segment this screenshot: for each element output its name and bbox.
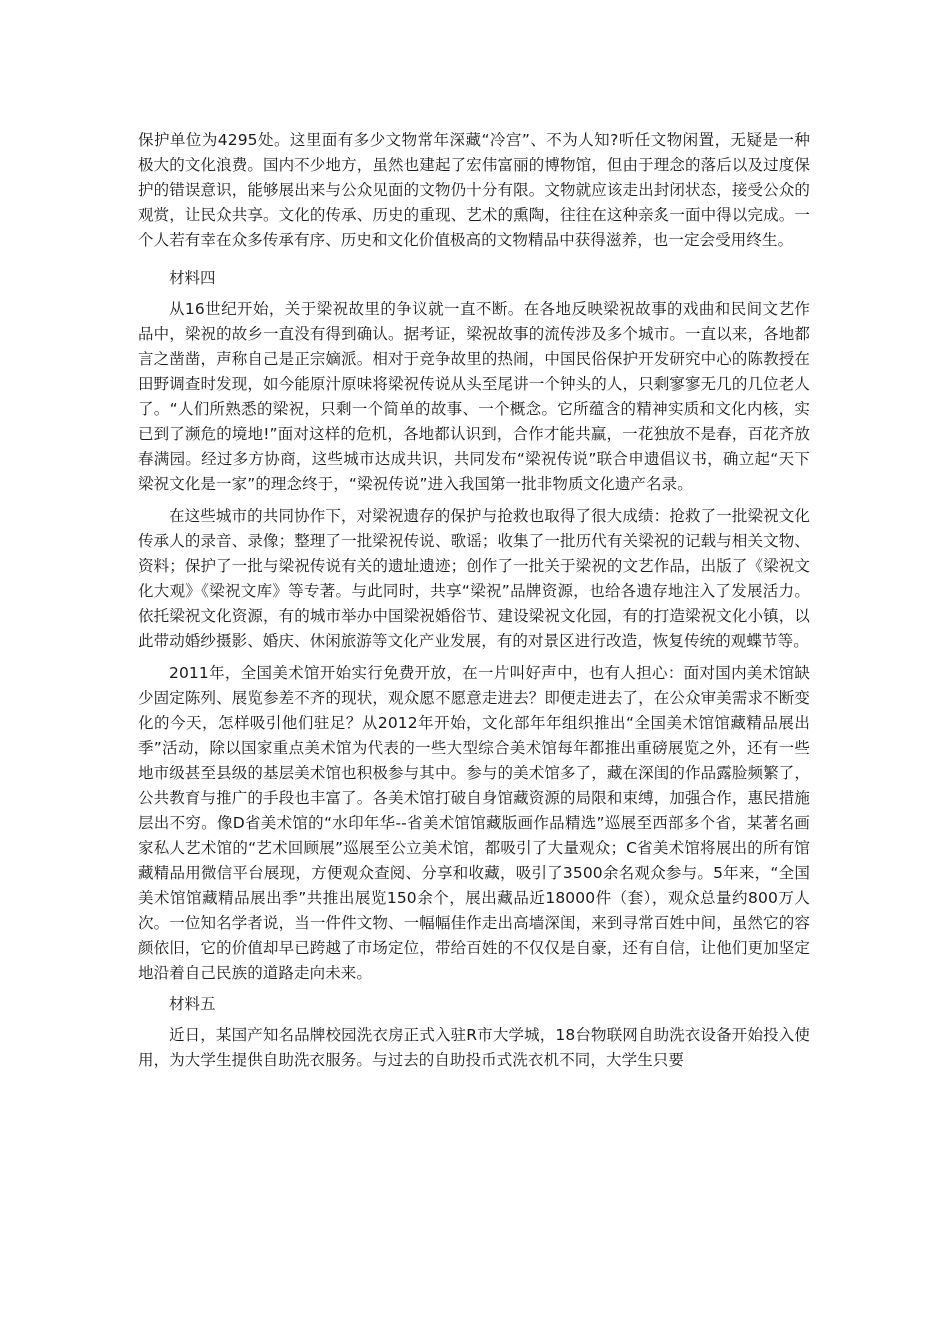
paragraph-laundry: 近日，某国产知名品牌校园洗衣房正式入驻R市大学城，18台物联网自助洗衣设备开始投入使用，为大学生提供自助洗衣服务。与过去的自助投币式洗衣机不同，大学生只要	[138, 1026, 810, 1069]
paragraph-liangzhu-dispute: 从16世纪开始，关于梁祝故里的争议就一直不断。在各地反映梁祝故事的戏曲和民间文艺作品中，梁祝的故乡一直没有得到确认。据考证，梁祝故事的流传涉及多个城市。一直以来，各地都言之凿凿，声称自己是正宗嫡派。相对于竞争故里的热闹，中国民俗保护开发研究中心的陈教授在田野调查时发现，如今能原汁原味将梁祝传说从头至尾讲一个钟头的人，只剩寥寥无几的几位老人了。“人们所熟悉的梁祝，只剩一个简单的故事、一个概念。它所蕴含的精神实质和文化内核，实已到了濒危的境地!”面对这样的危机，各地都认识到，合作才能共赢，一花独放不是春，百花齐放春满园。经过多方协商，这些城市达成共识，共同发布“梁祝传说”联合申遗倡议书，确立起“天下梁祝文化是一家”的理念终于，“梁祝传说”进入我国第一批非物质文化遗产名录。	[138, 300, 810, 493]
spacer	[138, 253, 810, 260]
document-page	[138, 128, 810, 1073]
spacer	[138, 654, 810, 661]
section-heading-material-5: 材料五	[169, 995, 216, 1013]
section-heading-material-4: 材料四	[169, 269, 216, 287]
spacer	[138, 497, 810, 504]
paragraph-art-museums: 2011年，全国美术馆开始实行免费开放，在一片叫好声中，也有人担心：面对国内美术馆缺少固定陈列、展览参差不齐的现状，观众愿不愿意走进去？即便走进去了，在公众审美需求不断变化的今天，怎样吸引他们驻足？从2012年开始，文化部年年组织推出“全国美术馆馆藏精品展出季”活动，除以国家重点美术馆为代表的一些大型综合美术馆每年都推出重磅展览之外，还有一些地市级甚至县级的基层美术馆也积极参与其中。参与的美术馆多了，藏在深闺的作品露脸频繁了，公共教育与推广的手段也丰富了。各美术馆打破自身馆藏资源的局限和束缚，加强合作，惠民措施层出不穷。像D省美术馆的“水印年华--省美术馆馆藏版画作品精选”巡展至西部多个省，某著名画家私人艺术馆的“艺术回顾展”巡展至公立美术馆，都吸引了大量观众；C省美术馆将展出的所有馆藏精品用微信平台展现，方便观众查阅、分享和收藏，吸引了3500余名观众参与。5年来，“全国美术馆馆藏精品展出季”共推出展览150余个，展出藏品近18000件（套），观众总量约800万人次。一位知名学者说，当一件件文物、一幅幅佳作走出高墙深闺，来到寻常百姓中间，虽然它的容颜依旧，它的价值却早已跨越了市场定位，带给百姓的不仅仅是自豪，还有自信，让他们更加坚定地沿着自己民族的道路走向未来。	[138, 664, 810, 982]
paragraph-liangzhu-protection: 在这些城市的共同协作下，对梁祝遗存的保护与抢救也取得了很大成绩：抢救了一批梁祝文化传承人的录音、录像；整理了一批梁祝传说、歌谣；收集了一批历代有关梁祝的记载与相关文物、资料；保护了一批与梁祝传说有关的遗址遗迹；创作了一批关于梁祝的文艺作品，出版了《梁祝文化大观》《梁祝文库》等专著。与此同时，共享“梁祝”品牌资源，也给各遗存地注入了发展活力。依托梁祝文化资源，有的城市举办中国梁祝婚俗节、建设梁祝文化园，有的打造梁祝文化小镇，以此带动婚纱摄影、婚庆、休闲旅游等文化产业发展，有的对景区进行改造，恢复传统的观蝶节等。	[138, 507, 810, 650]
paragraph-continued: 保护单位为4295处。这里面有多少文物常年深藏“冷宫”、不为人知?听任文物闲置，无疑是一种极大的文化浪费。国内不少地方，虽然也建起了宏伟富丽的博物馆，但由于理念的落后以及过度保护的错误意识，能够展出来与公众见面的文物仍十分有限。文物就应该走出封闭状态，接受公众的观赏，让民众共享。文化的传承、历史的重现、艺术的熏陶，往往在这种亲炙一面中得以完成。一个人若有幸在众多传承有序、历史和文化价值极高的文物精品中获得滋养，也一定会受用终生。	[138, 131, 810, 249]
